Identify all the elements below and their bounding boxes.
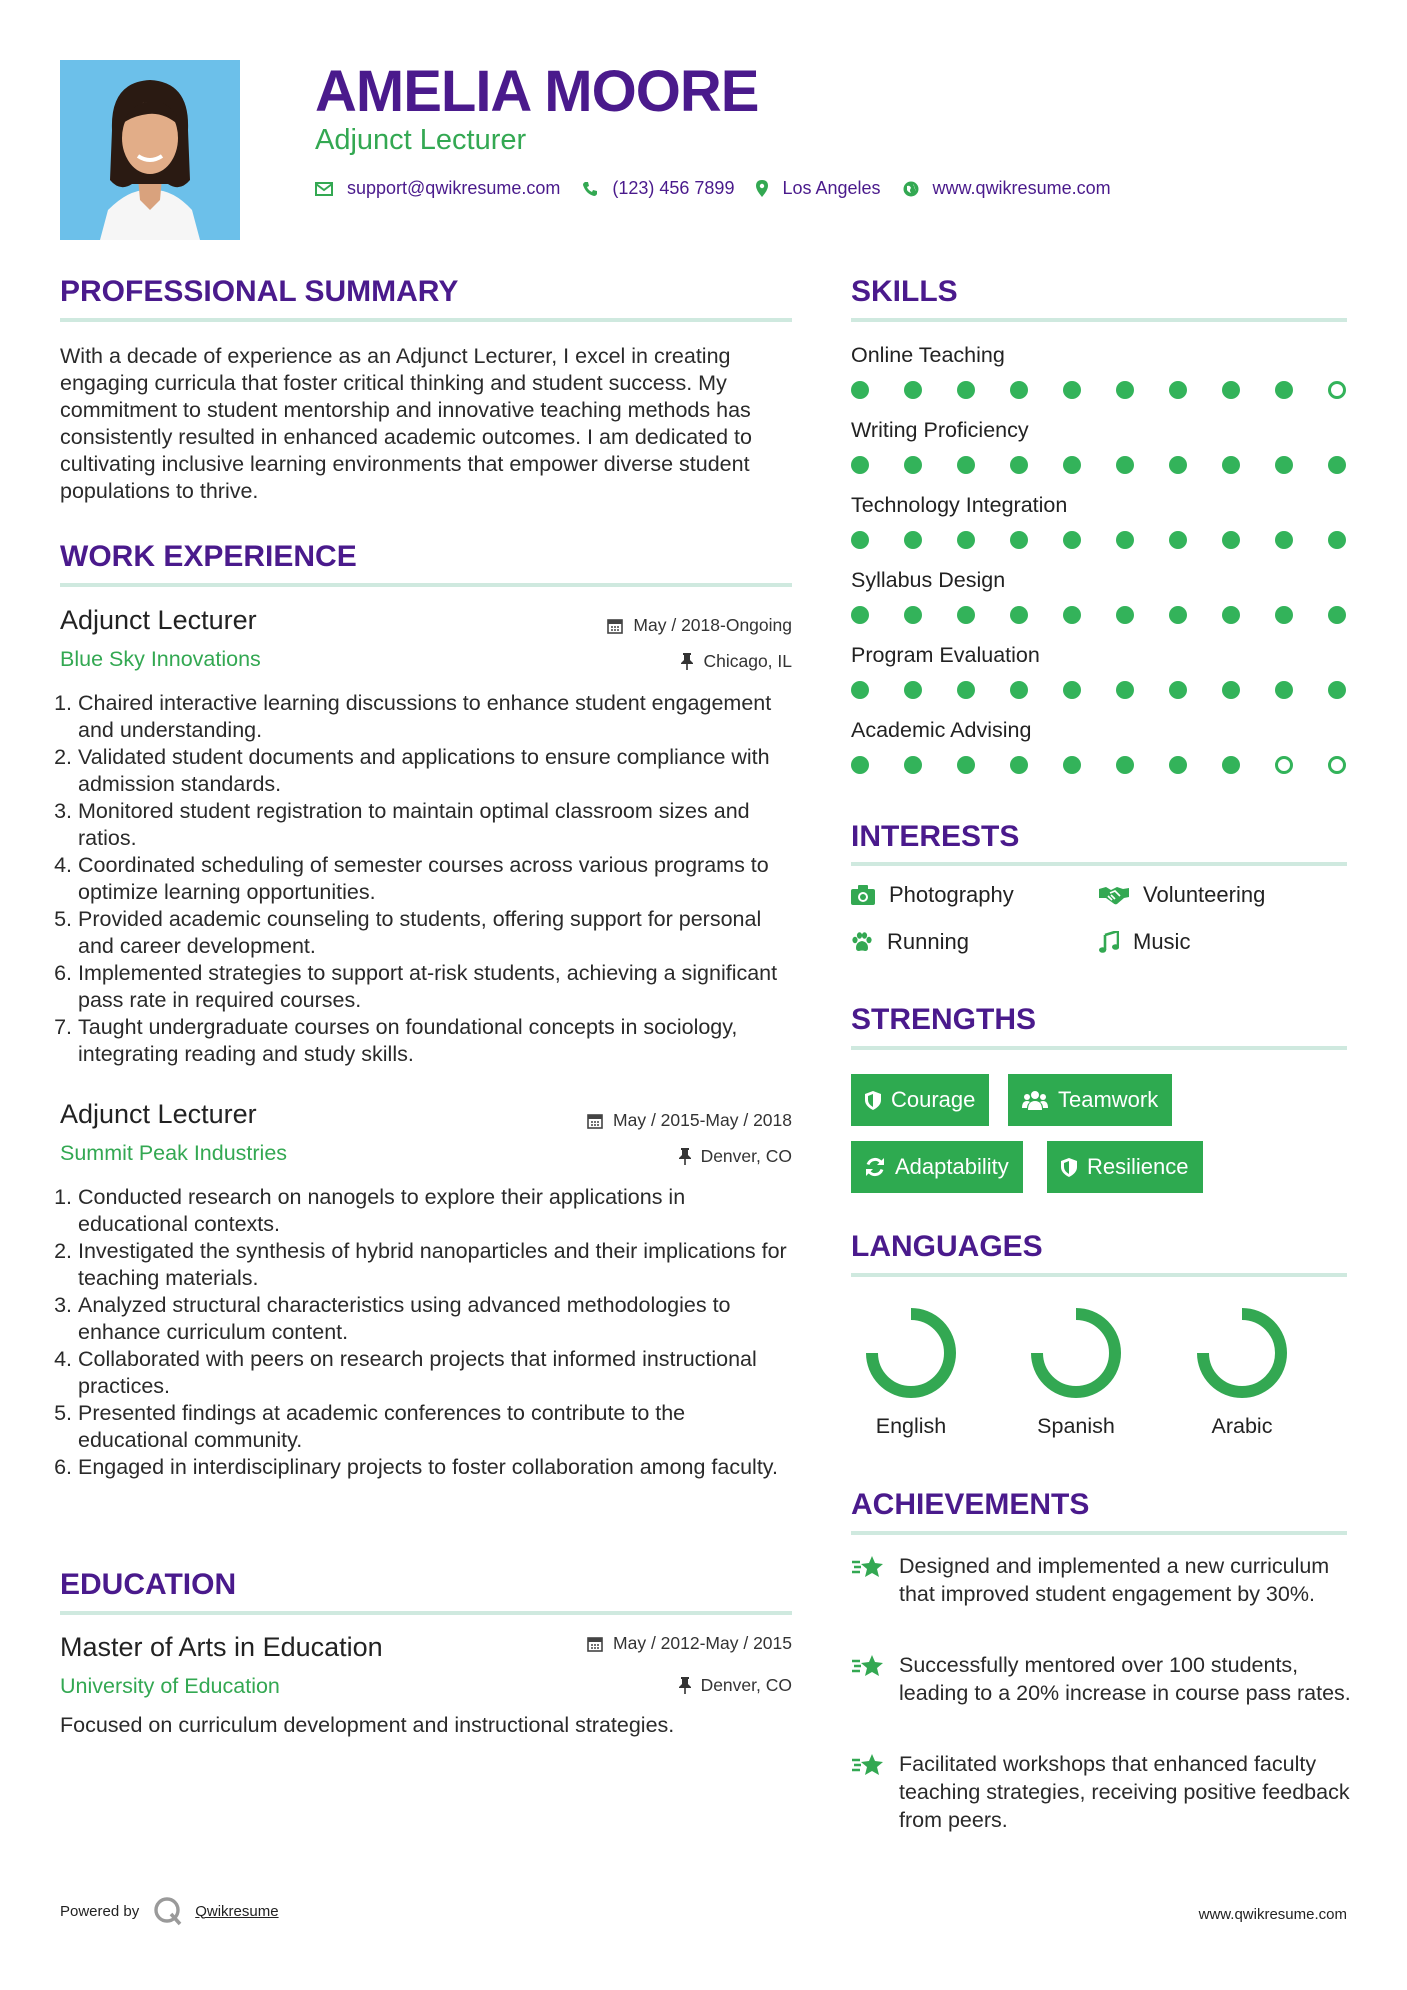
- skill-dot-filled: [1063, 531, 1081, 549]
- calendar-icon: [587, 1636, 603, 1652]
- skill-dot-filled: [1169, 381, 1187, 399]
- achievement-item: [851, 1552, 1351, 1608]
- globe-icon: [903, 181, 919, 197]
- email-text: support@qwikresume.com: [347, 178, 561, 198]
- skill-dot-filled: [1275, 606, 1293, 624]
- achievement-text: Successfully mentored over 100 students, leading to a 20% increase in course pass rates.: [899, 1653, 1351, 1705]
- skill-dot-empty: [1328, 756, 1346, 774]
- work-divider: [60, 583, 792, 587]
- skill-rating: [851, 381, 1351, 401]
- candidate-title: Adjunct Lecturer: [315, 124, 527, 156]
- skill-dot-filled: [851, 606, 869, 624]
- summary-text: With a decade of experience as an Adjunct Lecturer, I excel in creating engaging curricula that foster critical thinking and student success. My commitment to student mentorship and innovative teaching methods has consistently resulted in enhanced academic outcomes. I am dedicated to cultivating inclusive learning environments that empower diverse student populations to thrive.: [60, 344, 752, 503]
- skill-dot-filled: [957, 531, 975, 549]
- skill-name: Online Teaching: [851, 343, 1005, 367]
- interest-label: Music: [1133, 929, 1191, 954]
- footer-website[interactable]: www.qwikresume.com: [1198, 1906, 1347, 1923]
- job-company: Blue Sky Innovations: [60, 647, 261, 671]
- summary-divider: [60, 318, 792, 322]
- interest-label: Photography: [889, 882, 1014, 907]
- achievement-text: Designed and implemented a new curriculum that improved student engagement by 30%.: [899, 1554, 1330, 1606]
- language-ring: [1187, 1298, 1297, 1408]
- skill-dot-filled: [904, 756, 922, 774]
- school-name: University of Education: [60, 1674, 280, 1698]
- skill-dot-filled: [1010, 531, 1028, 549]
- language-name: Arabic: [1211, 1414, 1273, 1438]
- skill-dot-filled: [851, 381, 869, 399]
- interest-item: [851, 882, 1014, 908]
- skill-dot-filled: [851, 531, 869, 549]
- work-heading: WORK EXPERIENCE: [60, 540, 357, 573]
- skill-dot-filled: [1222, 456, 1240, 474]
- job-dates-text: May / 2018-Ongoing: [633, 615, 792, 635]
- education-dates: [587, 1633, 792, 1654]
- skill-dot-filled: [1010, 606, 1028, 624]
- strengths-heading: STRENGTHS: [851, 1003, 1037, 1036]
- job-location-text: Denver, CO: [700, 1146, 792, 1166]
- skill-dot-filled: [1275, 381, 1293, 399]
- users-icon: [1022, 1090, 1048, 1110]
- skill-dot-filled: [1222, 381, 1240, 399]
- shield-icon: [865, 1091, 881, 1110]
- music-icon: [1099, 931, 1119, 953]
- skill-dot-filled: [1169, 756, 1187, 774]
- strength-label: Courage: [891, 1087, 976, 1112]
- skill-dot-filled: [1169, 681, 1187, 699]
- skill-dot-filled: [1328, 456, 1346, 474]
- skill-dot-filled: [1275, 681, 1293, 699]
- education-dates-text: May / 2012-May / 2015: [613, 1633, 792, 1653]
- duty-item: 5. Provided academic counseling to students, offering support for personal and career development.: [78, 906, 796, 960]
- contact-location: [756, 178, 880, 199]
- paw-icon: [851, 932, 873, 952]
- duty-item: 5. Presented findings at academic conferences to contribute to the educational community.: [78, 1400, 796, 1454]
- shooting-star-icon: [851, 1653, 885, 1679]
- strength-label: Adaptability: [895, 1154, 1009, 1179]
- achievements-divider: [851, 1531, 1347, 1535]
- achievement-item: [851, 1651, 1351, 1707]
- skill-name: Academic Advising: [851, 718, 1032, 742]
- skill-dot-filled: [1169, 456, 1187, 474]
- duty-item: 6. Engaged in interdisciplinary projects to foster collaboration among faculty.: [78, 1454, 796, 1481]
- job-dates: [607, 615, 792, 636]
- degree-title: Master of Arts in Education: [60, 1632, 383, 1662]
- duty-item: 1. Conducted research on nanogels to explore their applications in educational contexts.: [78, 1184, 796, 1238]
- skill-dot-filled: [1063, 606, 1081, 624]
- skill-rating: [851, 756, 1351, 776]
- skill-dot-filled: [1169, 531, 1187, 549]
- skill-dot-filled: [1328, 531, 1346, 549]
- phone-icon: [582, 181, 598, 197]
- languages-heading: LANGUAGES: [851, 1230, 1043, 1263]
- phone-text: (123) 456 7899: [612, 178, 735, 198]
- education-divider: [60, 1611, 792, 1615]
- duty-item: 2. Validated student documents and applications to ensure compliance with admission standards.: [78, 744, 796, 798]
- language-proficiency-arc: [1037, 1314, 1115, 1392]
- skill-dot-filled: [851, 681, 869, 699]
- skill-dot-empty: [1275, 756, 1293, 774]
- duty-item: 4. Coordinated scheduling of semester courses across various programs to optimize learning opportunities.: [78, 852, 796, 906]
- duty-item: 4. Collaborated with peers on research projects that informed instructional practices.: [78, 1346, 796, 1400]
- envelope-icon: [315, 182, 333, 196]
- achievements-heading: ACHIEVEMENTS: [851, 1488, 1090, 1521]
- languages-divider: [851, 1273, 1347, 1277]
- interest-label: Volunteering: [1143, 882, 1266, 907]
- skill-dot-filled: [957, 681, 975, 699]
- pushpin-icon: [679, 1677, 691, 1694]
- skill-dot-filled: [1116, 681, 1134, 699]
- duty-item: 6. Implemented strategies to support at-risk students, achieving a significant pass rate in required courses.: [78, 960, 796, 1014]
- skill-name: Program Evaluation: [851, 643, 1040, 667]
- education-location-text: Denver, CO: [700, 1675, 792, 1695]
- powered-by-text: Powered by: [60, 1902, 140, 1920]
- language-name: English: [875, 1414, 947, 1438]
- interests-heading: INTERESTS: [851, 820, 1020, 853]
- duty-item: 3. Analyzed structural characteristics using advanced methodologies to enhance curriculum content.: [78, 1292, 796, 1346]
- brand-link[interactable]: Qwikresume: [195, 1902, 279, 1920]
- job-dates-text: May / 2015-May / 2018: [613, 1110, 792, 1130]
- skill-dot-filled: [1010, 681, 1028, 699]
- strength-label: Teamwork: [1058, 1087, 1159, 1112]
- strength-label: Resilience: [1087, 1154, 1189, 1179]
- skill-rating: [851, 456, 1351, 476]
- skill-dot-filled: [1328, 606, 1346, 624]
- language-ring: [1021, 1298, 1131, 1408]
- camera-icon: [851, 885, 875, 905]
- skill-dot-filled: [1275, 531, 1293, 549]
- skill-dot-filled: [904, 381, 922, 399]
- skill-dot-filled: [957, 381, 975, 399]
- duty-item: 7. Taught undergraduate courses on foundational concepts in sociology, integrating reading and study skills.: [78, 1014, 796, 1068]
- education-location: [679, 1675, 792, 1696]
- job-company: Summit Peak Industries: [60, 1141, 288, 1165]
- handshake-icon: [1099, 885, 1129, 905]
- contact-bar: [315, 178, 1133, 199]
- skill-dot-filled: [904, 606, 922, 624]
- skill-dot-filled: [904, 531, 922, 549]
- skill-dot-filled: [1222, 756, 1240, 774]
- strength-badge: [851, 1141, 1023, 1193]
- skill-rating: [851, 606, 1351, 626]
- contact-website[interactable]: [903, 178, 1111, 199]
- skill-dot-filled: [1010, 456, 1028, 474]
- skill-name: Writing Proficiency: [851, 418, 1029, 442]
- interest-label: Running: [887, 929, 969, 954]
- skills-heading: SKILLS: [851, 275, 958, 308]
- skill-dot-filled: [1275, 456, 1293, 474]
- skill-dot-filled: [1010, 756, 1028, 774]
- skill-dot-filled: [1063, 381, 1081, 399]
- pushpin-icon: [681, 653, 693, 670]
- skill-dot-filled: [1010, 381, 1028, 399]
- skill-dot-filled: [1116, 756, 1134, 774]
- skill-dot-empty: [1328, 381, 1346, 399]
- job-location-text: Chicago, IL: [703, 651, 792, 671]
- interest-item: [851, 929, 969, 955]
- language-name: Spanish: [1037, 1414, 1115, 1438]
- skill-rating: [851, 531, 1351, 551]
- skill-name: Syllabus Design: [851, 568, 1006, 592]
- shooting-star-icon: [851, 1752, 885, 1778]
- achievement-item: [851, 1750, 1351, 1834]
- summary-heading: PROFESSIONAL SUMMARY: [60, 275, 459, 308]
- website-text: www.qwikresume.com: [932, 178, 1111, 198]
- contact-phone[interactable]: [582, 178, 734, 199]
- skill-rating: [851, 681, 1351, 701]
- duty-item: 3. Monitored student registration to maintain optimal classroom sizes and ratios.: [78, 798, 796, 852]
- skill-dot-filled: [1222, 681, 1240, 699]
- skill-dot-filled: [1063, 756, 1081, 774]
- skill-dot-filled: [1328, 681, 1346, 699]
- skill-dot-filled: [1222, 531, 1240, 549]
- shooting-star-icon: [851, 1554, 885, 1580]
- job-duties-list: [56, 1184, 796, 1481]
- skill-dot-filled: [904, 681, 922, 699]
- footer-powered-by: [60, 1896, 279, 1926]
- calendar-icon: [607, 618, 623, 634]
- skill-name: Technology Integration: [851, 493, 1068, 517]
- interest-item: [1099, 882, 1265, 908]
- skill-dot-filled: [904, 456, 922, 474]
- skill-dot-filled: [957, 456, 975, 474]
- candidate-name: AMELIA MOORE: [315, 59, 759, 124]
- profile-photo: [60, 60, 240, 240]
- job-location: [681, 651, 792, 672]
- education-description: Focused on curriculum development and instructional strategies.: [60, 1713, 675, 1737]
- achievement-text: Facilitated workshops that enhanced faculty teaching strategies, receiving positive feedback from peers.: [899, 1752, 1350, 1832]
- qwikresume-logo-icon: [153, 1896, 183, 1926]
- education-heading: EDUCATION: [60, 1568, 237, 1601]
- skill-dot-filled: [1116, 381, 1134, 399]
- skill-dot-filled: [1222, 606, 1240, 624]
- skill-dot-filled: [851, 456, 869, 474]
- skill-dot-filled: [1063, 456, 1081, 474]
- skill-dot-filled: [957, 756, 975, 774]
- contact-email[interactable]: [315, 178, 560, 199]
- skill-dot-filled: [1116, 606, 1134, 624]
- refresh-icon: [865, 1157, 885, 1177]
- skill-dot-filled: [1116, 531, 1134, 549]
- shield-icon: [1061, 1158, 1077, 1177]
- strengths-divider: [851, 1046, 1347, 1050]
- job-title: Adjunct Lecturer: [60, 1099, 257, 1129]
- location-text: Los Angeles: [782, 178, 881, 198]
- job-duties-list: [56, 690, 796, 1068]
- duty-item: 1. Chaired interactive learning discussions to enhance student engagement and understanding.: [78, 690, 796, 744]
- skill-dot-filled: [1063, 681, 1081, 699]
- duty-item: 2. Investigated the synthesis of hybrid nanoparticles and their implications for teaching materials.: [78, 1238, 796, 1292]
- job-dates: [587, 1110, 792, 1131]
- strength-badge: [1008, 1074, 1172, 1126]
- skill-dot-filled: [957, 606, 975, 624]
- language-proficiency-arc: [1203, 1314, 1281, 1392]
- language-proficiency-arc: [872, 1314, 950, 1392]
- calendar-icon: [587, 1113, 603, 1129]
- job-location: [679, 1146, 792, 1167]
- skills-divider: [851, 318, 1347, 322]
- language-ring: [856, 1298, 966, 1408]
- interests-divider: [851, 862, 1347, 866]
- skill-dot-filled: [851, 756, 869, 774]
- job-title: Adjunct Lecturer: [60, 605, 257, 635]
- skill-dot-filled: [1116, 456, 1134, 474]
- pushpin-icon: [679, 1148, 691, 1165]
- interest-item: [1099, 929, 1190, 955]
- strength-badge: [1047, 1141, 1203, 1193]
- skill-dot-filled: [1169, 606, 1187, 624]
- map-pin-icon: [756, 180, 768, 197]
- strength-badge: [851, 1074, 989, 1126]
